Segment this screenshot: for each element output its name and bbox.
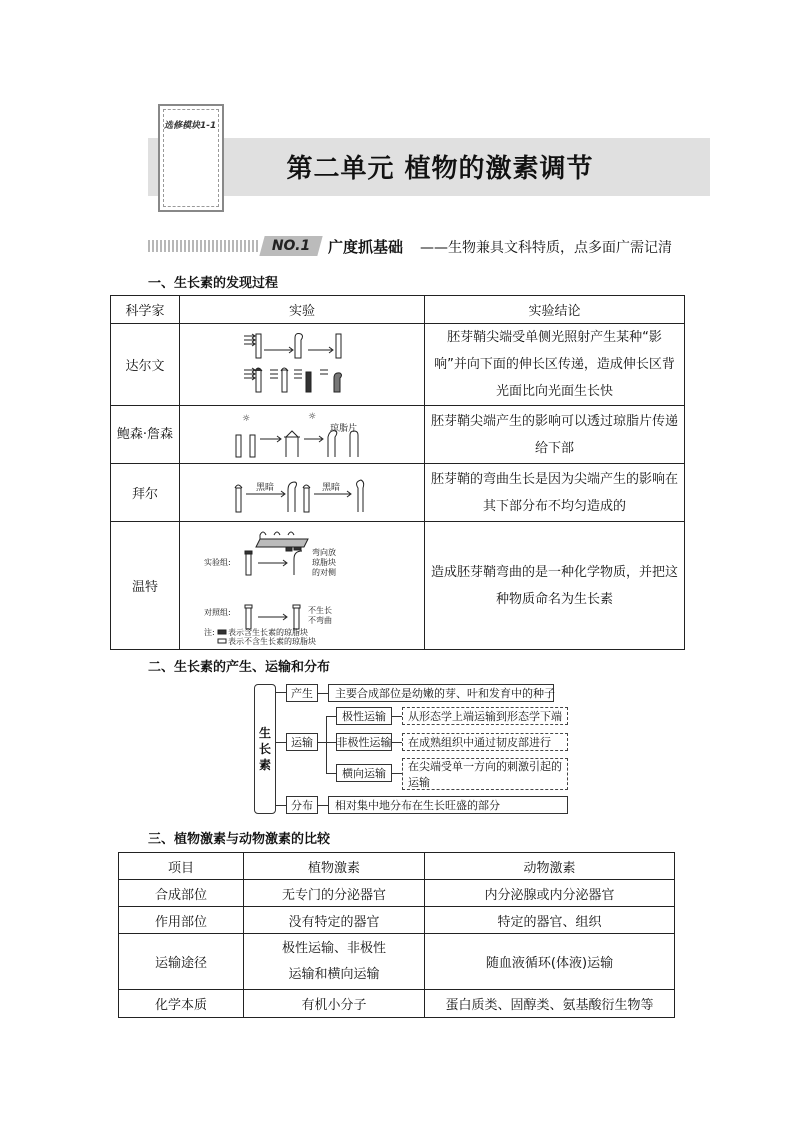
- ctrl-group-label: 对照组:: [204, 607, 231, 617]
- exp-group-label: 实验组:: [204, 557, 231, 567]
- conclusion-boysen-jensen: 胚芽鞘尖端产生的影响可以透过琼脂片传递给下部: [425, 406, 685, 464]
- table-cell: 没有特定的器官: [244, 907, 425, 934]
- col-item: 项目: [119, 853, 244, 880]
- section2-heading: 二、生长素的产生、运输和分布: [148, 660, 331, 675]
- table-cell: 蛋白质类、固醇类、氨基酸衍生物等: [425, 990, 675, 1018]
- root-box: 生长素: [254, 684, 276, 814]
- table-cell: 有机小分子: [244, 990, 425, 1018]
- table-cell: 特定的器官、组织: [425, 907, 675, 934]
- scientist-paal: 拜尔: [111, 464, 180, 522]
- note-label: 注:: [204, 627, 215, 637]
- table-cell: 内分泌腺或内分泌器官: [425, 880, 675, 907]
- section-heading: 广度抓基础: [328, 238, 404, 256]
- experiment-paal: [180, 464, 425, 522]
- experiment-went: [180, 522, 425, 650]
- conclusion-went: 造成胚芽鞘弯曲的是一种化学物质，并把这种物质命名为生长素: [425, 522, 685, 650]
- produce-desc: 主要合成部位是幼嫩的芽、叶和发育中的种子: [328, 684, 554, 702]
- discovery-table: [110, 295, 685, 650]
- conclusion-darwin: 胚芽鞘尖端受单侧光照射产生某种“影响”并向下面的伸长区传递，造成伸长区背光面比向光面生长快: [425, 324, 685, 406]
- module-tag-label: 选修模块1-1: [164, 121, 217, 131]
- conclusion-paal: 胚芽鞘的弯曲生长是因为尖端产生的影响在其下部分布不均匀造成的: [425, 464, 685, 522]
- agar-sheet-label: 琼脂片: [330, 423, 358, 434]
- boysen-jensen-diagram: [232, 409, 372, 461]
- table-cell: 无专门的分泌器官: [244, 880, 425, 907]
- bend-label-1: 弯向放: [312, 547, 336, 557]
- module-tag: [158, 104, 224, 212]
- paal-diagram: [232, 472, 372, 514]
- experiment-darwin: [180, 324, 425, 406]
- svg-text:☼: ☼: [242, 413, 251, 424]
- table-cell: 随血液循环(体液)运输: [425, 934, 675, 990]
- table-cell: 作用部位: [119, 907, 244, 934]
- section1-heading: 一、生长素的发现过程: [148, 276, 279, 291]
- produce-box: 产生: [286, 684, 318, 702]
- col-scientist: 科学家: [111, 296, 180, 324]
- note-without-auxin: 表示不含生长素的琼脂块: [228, 636, 316, 646]
- scientist-boysen-jensen: 鲍森·詹森: [111, 406, 180, 464]
- lateral-desc: [402, 758, 568, 790]
- darwin-diagram: [242, 328, 362, 398]
- col-animal-hormone: 动物激素: [425, 853, 675, 880]
- col-experiment: 实验: [180, 296, 425, 324]
- note-with-auxin: 表示含生长素的琼脂块: [228, 627, 308, 637]
- hormone-comparison-table: [118, 852, 675, 1018]
- bend-label-2: 琼脂块: [312, 557, 336, 567]
- table-cell: 合成部位: [119, 880, 244, 907]
- bend-label-3: 的对侧: [312, 567, 336, 577]
- scientist-darwin: 达尔文: [111, 324, 180, 406]
- lateral-transport-box: 横向运输: [336, 764, 392, 782]
- distribution-box: 分布: [286, 796, 318, 814]
- polar-transport-box: 极性运输: [336, 707, 392, 725]
- svg-text:☼: ☼: [308, 411, 317, 422]
- page-title: 第二单元 植物的激素调节: [286, 154, 594, 184]
- lateral-desc-line2: 运输: [408, 776, 430, 789]
- table-cell: [244, 934, 425, 990]
- no-bend-label: 不弯曲: [308, 615, 332, 625]
- no-grow-label: 不生长: [308, 605, 332, 615]
- section3-heading: 三、植物激素与动物激素的比较: [148, 832, 331, 847]
- no1-badge: NO.1: [259, 236, 322, 256]
- nonpolar-desc: 在成熟组织中通过韧皮部进行: [402, 733, 568, 751]
- dark-label-1: 黑暗: [256, 482, 275, 493]
- dark-label-2: 黑暗: [322, 482, 341, 493]
- lateral-desc-line1: 在尖端受单一方向的刺激引起的: [408, 760, 562, 773]
- nonpolar-transport-box: 非极性运输: [336, 733, 392, 751]
- plant-transport-line2: 运输和横向运输: [288, 966, 380, 982]
- polar-desc: 从形态学上端运输到形态学下端: [402, 707, 568, 725]
- auxin-flow-diagram: [254, 680, 574, 820]
- table-cell: 运输途径: [119, 934, 244, 990]
- plant-transport-line1: 极性运输、非极性: [281, 940, 386, 956]
- col-plant-hormone: 植物激素: [244, 853, 425, 880]
- table-cell: 化学本质: [119, 990, 244, 1018]
- scientist-went: 温特: [111, 522, 180, 650]
- dotted-decoration: [148, 240, 260, 252]
- section-subtitle: ——生物兼具文科特质，点多面广需记清: [420, 240, 672, 256]
- col-conclusion: 实验结论: [425, 296, 685, 324]
- transport-box: 运输: [286, 733, 318, 751]
- experiment-boysen-jensen: [180, 406, 425, 464]
- distribution-desc: 相对集中地分布在生长旺盛的部分: [328, 796, 568, 814]
